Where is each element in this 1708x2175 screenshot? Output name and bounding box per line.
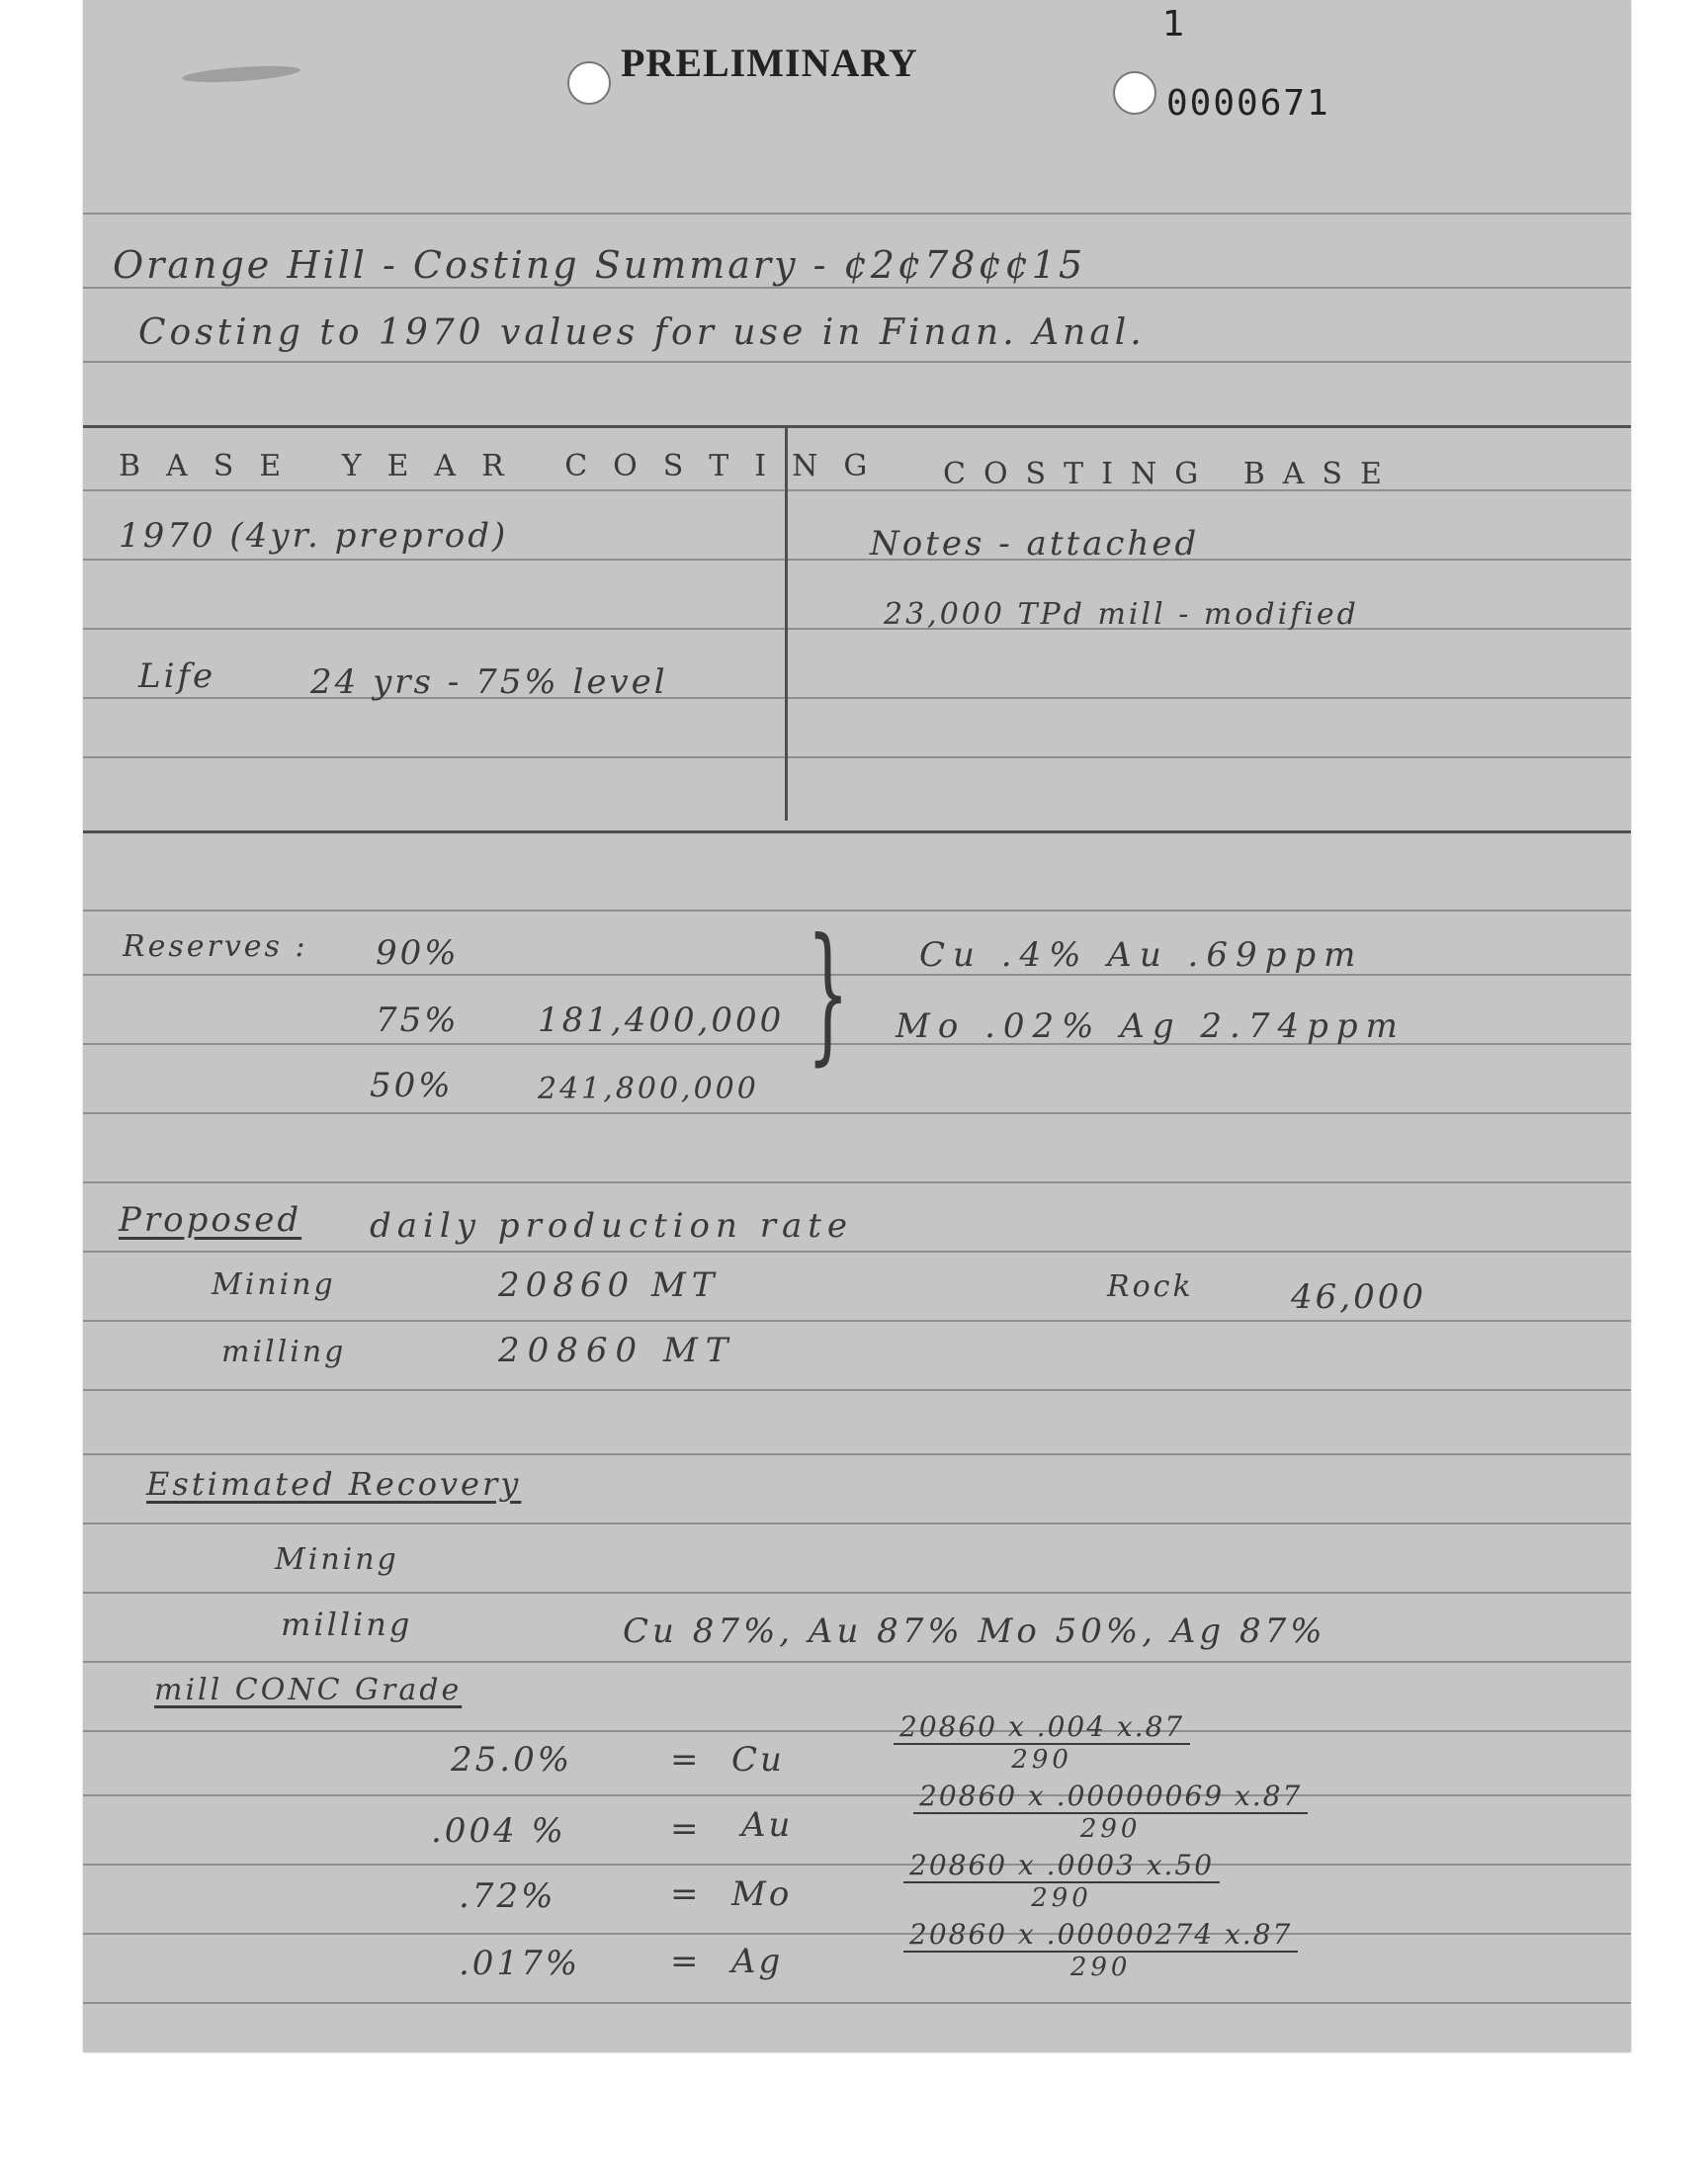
conc-metal-ag: Ag bbox=[731, 1942, 784, 1981]
box-top-rule bbox=[83, 425, 1631, 428]
ruled-line bbox=[83, 213, 1631, 215]
recovery-heading: Estimated Recovery bbox=[146, 1465, 522, 1503]
ruled-line bbox=[83, 974, 1631, 976]
production-heading-underlined: Proposed bbox=[119, 1200, 302, 1240]
formula-numerator: 20860 x .00000069 x.87 bbox=[913, 1780, 1308, 1814]
ruled-line bbox=[83, 1794, 1631, 1796]
conc-eq-au: = bbox=[670, 1809, 702, 1849]
reserve-pct-90: 90% bbox=[376, 933, 460, 973]
recovery-milling-values: Cu 87%, Au 87% Mo 50%, Ag 87% bbox=[623, 1611, 1326, 1651]
box-bottom-rule bbox=[83, 830, 1631, 833]
costing-note-1: Notes - attached bbox=[870, 524, 1200, 564]
formula-denominator: 290 bbox=[1079, 1814, 1142, 1844]
title-line-1: Orange Hill - Costing Summary - ¢2¢78¢¢15 bbox=[113, 243, 1086, 287]
ruled-line bbox=[83, 1389, 1631, 1391]
ruled-line bbox=[83, 1453, 1631, 1455]
conc-metal-mo: Mo bbox=[731, 1874, 793, 1914]
formula-denominator: 290 bbox=[1069, 1953, 1132, 1982]
ruled-line bbox=[83, 1320, 1631, 1322]
punch-hole bbox=[1113, 71, 1156, 115]
title-line-2: Costing to 1970 values for use in Finan. Anal. bbox=[138, 312, 1146, 353]
formula-numerator: 20860 x .0003 x.50 bbox=[903, 1849, 1220, 1883]
reserve-pct-75: 75% bbox=[376, 1000, 460, 1040]
reserve-tons-75: 181,400,000 bbox=[538, 1000, 785, 1040]
recovery-milling-label: milling bbox=[281, 1606, 413, 1643]
ruled-line bbox=[83, 1730, 1631, 1732]
ruled-line bbox=[83, 628, 1631, 630]
ruled-line bbox=[83, 1661, 1631, 1663]
conc-pct-mo: .72% bbox=[459, 1876, 556, 1916]
reserve-pct-50: 50% bbox=[370, 1066, 454, 1105]
ruled-paper-sheet bbox=[83, 0, 1631, 2052]
ruled-line bbox=[83, 910, 1631, 912]
conc-formula-mo bbox=[903, 1849, 1220, 1913]
ruled-line bbox=[83, 1181, 1631, 1183]
costing-note-2: 23,000 TPd mill - modified bbox=[884, 597, 1359, 632]
rock-label: Rock bbox=[1107, 1269, 1194, 1304]
ruled-line bbox=[83, 361, 1631, 363]
rock-value: 46,000 bbox=[1291, 1277, 1426, 1317]
reserves-label: Reserves : bbox=[123, 929, 308, 964]
ruled-line bbox=[83, 1933, 1631, 1935]
conc-pct-au: .004 % bbox=[431, 1811, 566, 1851]
ruled-line bbox=[83, 1522, 1631, 1524]
production-heading: daily production rate bbox=[370, 1206, 854, 1246]
conc-metal-au: Au bbox=[741, 1805, 794, 1845]
ruled-line bbox=[83, 287, 1631, 289]
conc-pct-cu: 25.0% bbox=[451, 1740, 573, 1780]
reserve-tons-50: 241,800,000 bbox=[538, 1072, 759, 1106]
recovery-mining-label: Mining bbox=[275, 1542, 399, 1577]
formula-denominator: 290 bbox=[1031, 1883, 1092, 1913]
life-label: Life bbox=[138, 656, 216, 696]
ruled-line bbox=[83, 559, 1631, 561]
page-mark: 1 bbox=[1162, 4, 1185, 44]
costing-base-heading: COSTING BASE bbox=[943, 457, 1400, 491]
ruled-line bbox=[83, 1592, 1631, 1594]
production-mining-label: Mining bbox=[212, 1267, 336, 1302]
grades-line-1: Cu .4% Au .69ppm bbox=[919, 935, 1364, 975]
smudge-mark bbox=[182, 63, 301, 85]
production-milling-value: 20860 MT bbox=[498, 1331, 736, 1370]
formula-numerator: 20860 x .004 x.87 bbox=[894, 1710, 1190, 1745]
reserves-brace: } bbox=[807, 908, 850, 1080]
conc-pct-ag: .017% bbox=[459, 1944, 581, 1983]
ruled-line bbox=[83, 1112, 1631, 1114]
conc-formula-au bbox=[913, 1780, 1308, 1844]
document-number: 0000671 bbox=[1166, 83, 1330, 124]
base-year-value: 1970 (4yr. preprod) bbox=[119, 516, 509, 556]
ruled-line bbox=[83, 2002, 1631, 2004]
conc-eq-ag: = bbox=[670, 1942, 702, 1981]
formula-denominator: 290 bbox=[1011, 1745, 1072, 1775]
ruled-line bbox=[83, 1864, 1631, 1866]
conc-metal-cu: Cu bbox=[731, 1740, 785, 1780]
life-value: 24 yrs - 75% level bbox=[310, 662, 668, 702]
conc-eq-cu: = bbox=[670, 1740, 702, 1780]
conc-formula-ag bbox=[903, 1918, 1298, 1982]
ruled-line bbox=[83, 1251, 1631, 1253]
punch-hole bbox=[567, 61, 611, 105]
production-mining-value: 20860 MT bbox=[498, 1265, 721, 1305]
box-divider bbox=[785, 425, 788, 821]
conc-eq-mo: = bbox=[670, 1874, 702, 1914]
grades-line-2: Mo .02% Ag 2.74ppm bbox=[896, 1006, 1406, 1046]
ruled-line bbox=[83, 756, 1631, 758]
production-milling-label: milling bbox=[221, 1335, 347, 1369]
base-year-costing-heading: BASE YEAR COSTING bbox=[119, 449, 894, 483]
conc-formula-cu bbox=[894, 1710, 1190, 1775]
formula-numerator: 20860 x .00000274 x.87 bbox=[903, 1918, 1298, 1953]
conc-grade-heading: mill CONC Grade bbox=[154, 1673, 463, 1707]
preliminary-stamp: PRELIMINARY bbox=[621, 41, 918, 85]
